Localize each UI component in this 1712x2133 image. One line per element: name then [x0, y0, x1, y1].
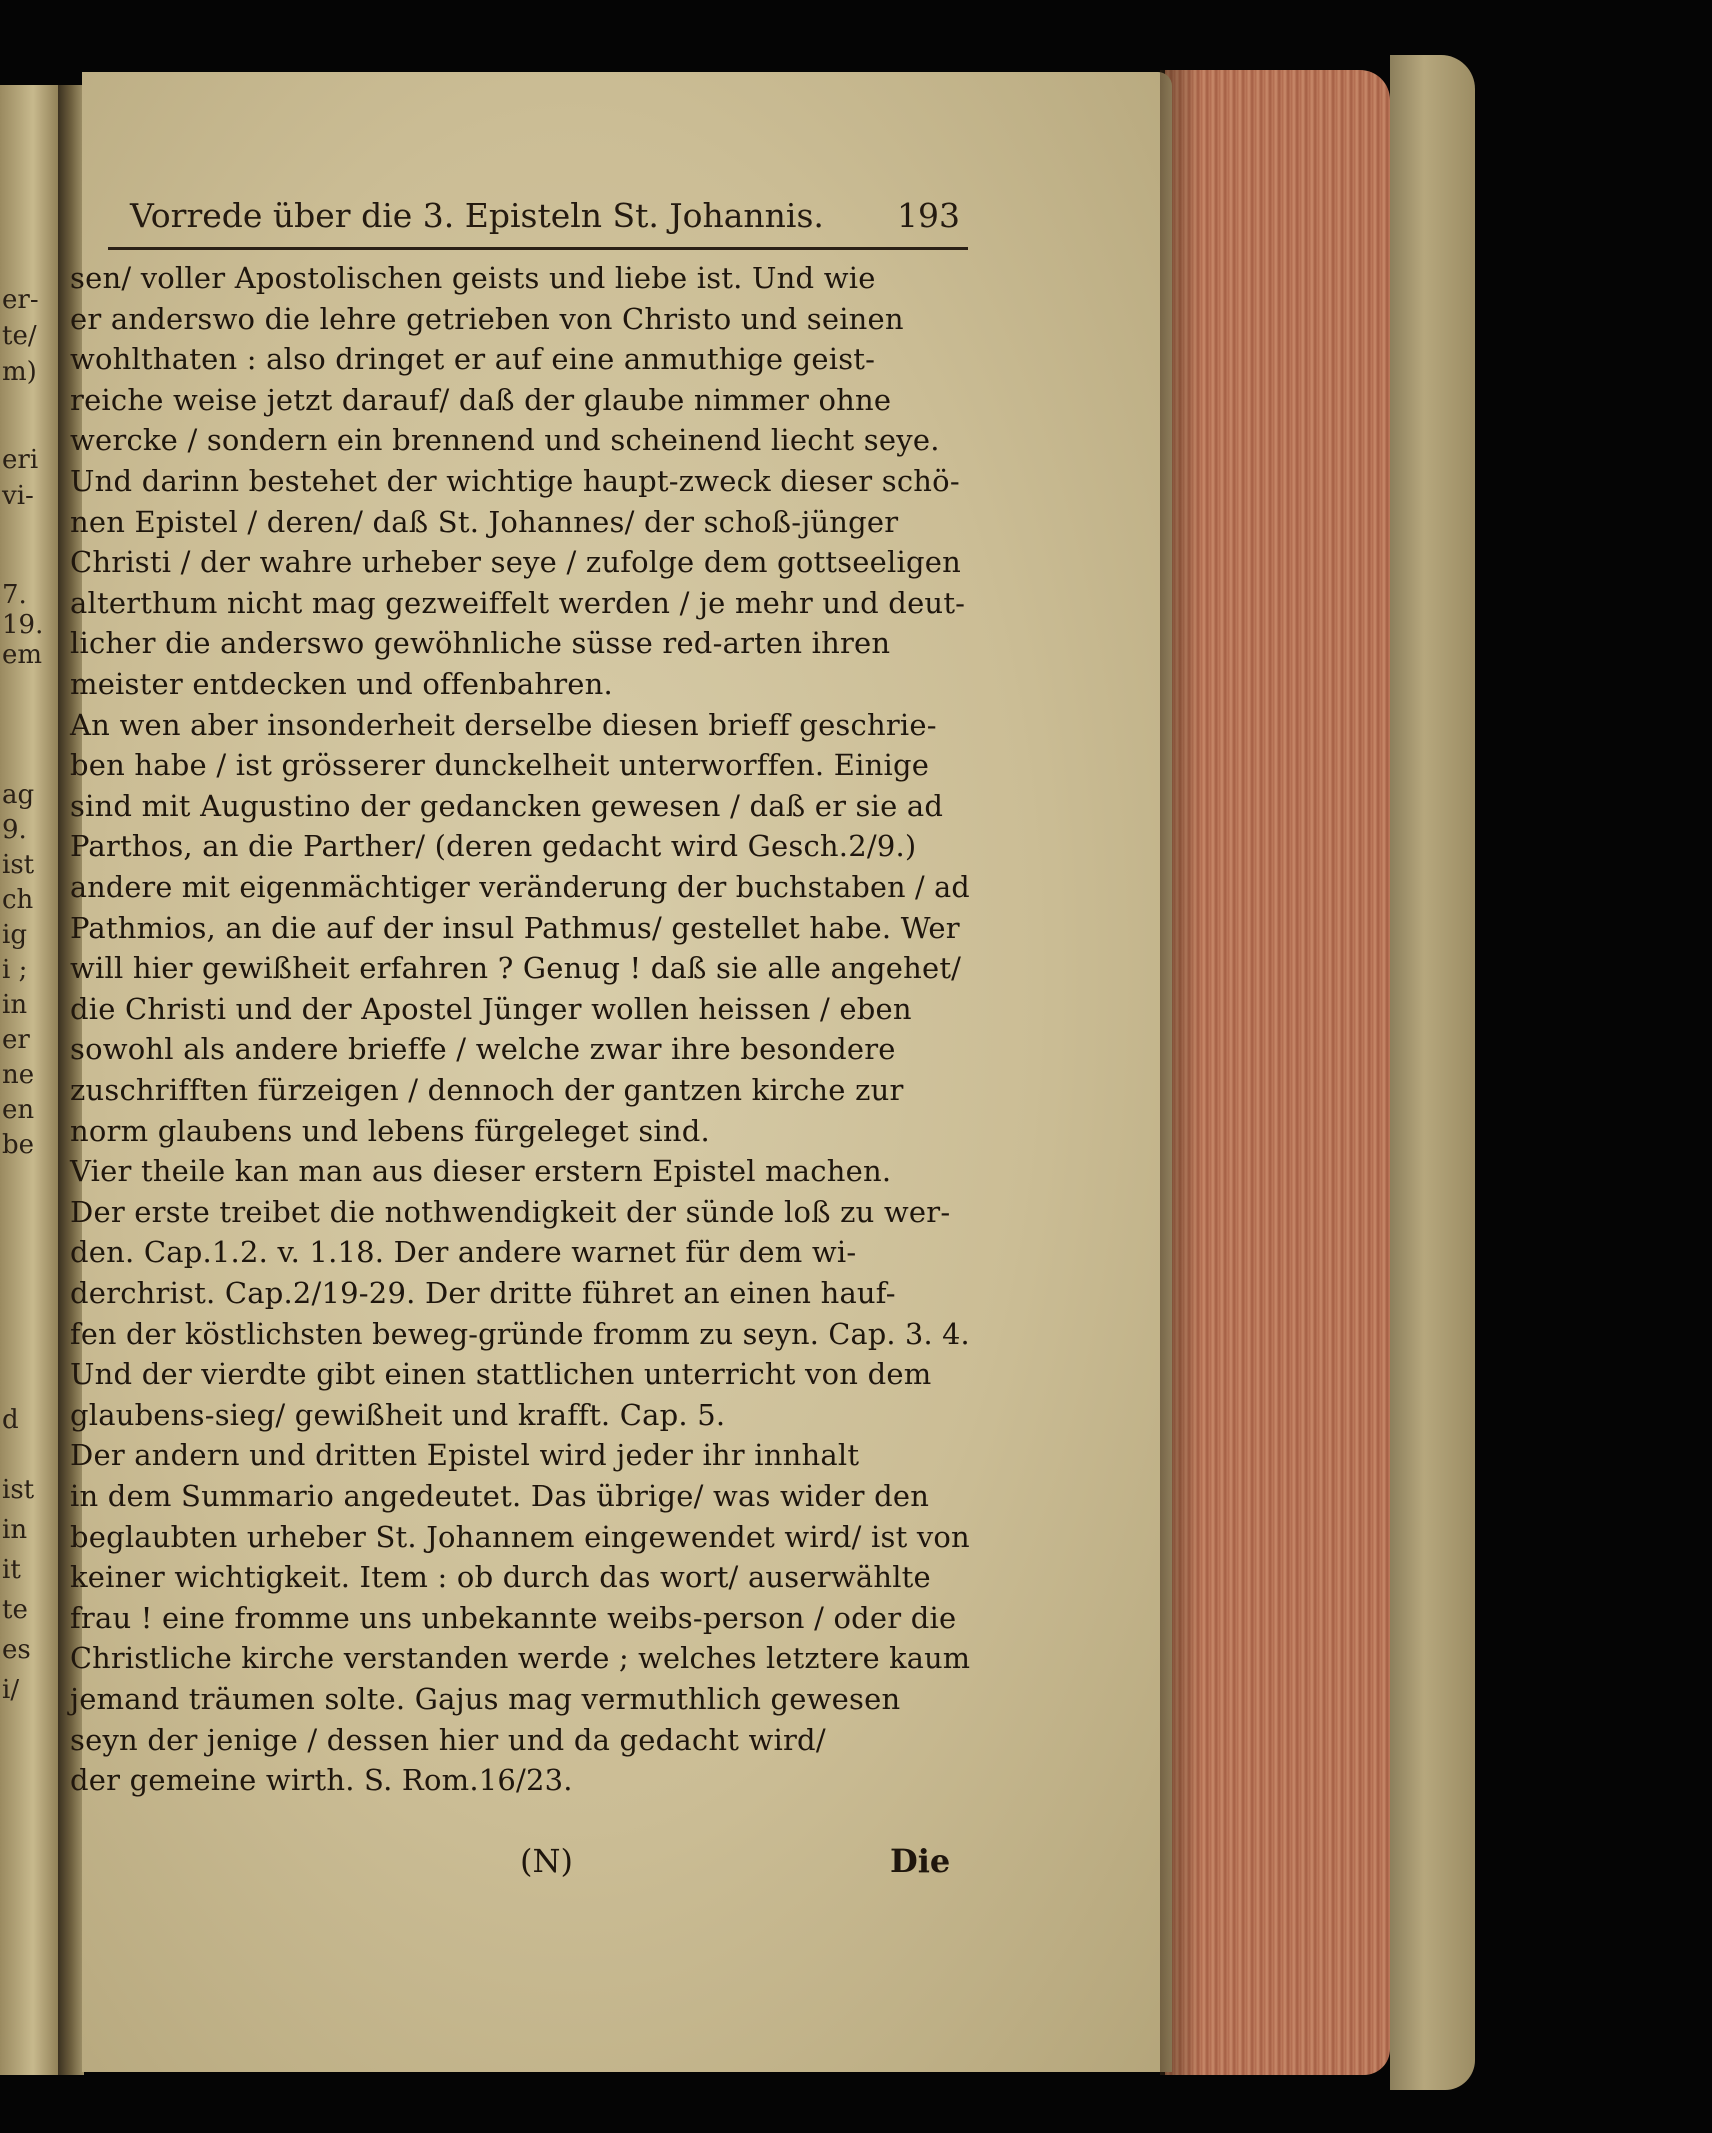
- text-line: die Christi und der Apostel Jünger wollen heissen / eben: [70, 992, 912, 1026]
- fragment: te: [2, 1595, 28, 1625]
- text-line: Der andern und dritten Epistel wird jeder ihr innhalt: [70, 1438, 860, 1472]
- signature-mark: (N): [520, 1842, 573, 1880]
- text-line: wercke / sondern ein brennend und scheinend liecht seye.: [70, 423, 940, 457]
- header-rule: [108, 247, 968, 250]
- text-line: seyn der jenige / dessen hier und da gedacht wird/: [70, 1723, 826, 1757]
- page-shadow: [1160, 70, 1200, 2075]
- text-line: An wen aber insonderheit derselbe diesen brieff geschrie-: [70, 708, 937, 742]
- text-line: sowohl als andere brieffe / welche zwar ihre besondere: [70, 1032, 896, 1066]
- text-line: licher die anderswo gewöhnliche süsse red-arten ihren: [70, 626, 891, 660]
- text-line: zuschrifften fürzeigen / dennoch der gantzen kirche zur: [70, 1073, 904, 1107]
- text-line: in dem Summario angedeutet. Das übrige/ was wider den: [70, 1479, 930, 1513]
- text-line: andere mit eigenmächtiger veränderung der buchstaben / ad: [70, 870, 970, 904]
- fragment: ne: [2, 1060, 35, 1090]
- text-line: jemand träumen solte. Gajus mag vermuthlich gewesen: [70, 1682, 901, 1716]
- fragment: es: [2, 1635, 31, 1665]
- text-line: nen Epistel / deren/ daß St. Johannes/ der schoß-jünger: [70, 505, 899, 539]
- fragment: te/: [2, 321, 37, 351]
- fragment: er-: [2, 285, 39, 315]
- fragment: vi-: [2, 481, 34, 511]
- fragment: en: [2, 1095, 35, 1125]
- text-line: wohlthaten : also dringet er auf eine anmuthige geist-: [70, 342, 876, 376]
- fragment: m): [2, 357, 37, 387]
- text-line: sen/ voller Apostolischen geists und liebe ist. Und wie: [70, 261, 876, 295]
- fragment: 7.: [2, 580, 27, 610]
- text-line: glaubens-sieg/ gewißheit und krafft. Cap. 5.: [70, 1398, 726, 1432]
- book-cover-edge: [1390, 55, 1475, 2090]
- fragment: in: [2, 990, 28, 1020]
- text-line: er anderswo die lehre getrieben von Christo und seinen: [70, 302, 904, 336]
- text-line: den. Cap.1.2. v. 1.18. Der andere warnet für dem wi-: [70, 1235, 857, 1269]
- fragment: er: [2, 1025, 30, 1055]
- text-line: Der erste treibet die nothwendigkeit der sünde loß zu wer-: [70, 1195, 951, 1229]
- text-line: der gemeine wirth. S. Rom.16/23.: [70, 1763, 573, 1797]
- text-line: reiche weise jetzt darauf/ daß der glaube nimmer ohne: [70, 383, 892, 417]
- text-line: beglaubten urheber St. Johannem eingewendet wird/ ist von: [70, 1520, 970, 1554]
- fragment: 9.: [2, 815, 27, 845]
- text-line: sind mit Augustino der gedancken gewesen / daß er sie ad: [70, 789, 944, 823]
- fragment: i/: [2, 1675, 20, 1705]
- fragment: em: [2, 640, 43, 670]
- text-line: Christi / der wahre urheber seye / zufolge dem gottseeligen: [70, 545, 961, 579]
- text-line: meister entdecken und offenbahren.: [70, 667, 613, 701]
- text-line: will hier gewißheit erfahren ? Genug ! daß sie alle angehet/: [70, 951, 962, 985]
- text-line: Christliche kirche verstanden werde ; welches letztere kaum: [70, 1641, 971, 1675]
- text-line: ben habe / ist grösserer dunckelheit unterworffen. Einige: [70, 748, 930, 782]
- fragment: eri: [2, 445, 39, 475]
- fragment: 19.: [2, 610, 44, 640]
- text-line: Vier theile kan man aus dieser erstern Epistel machen.: [70, 1154, 892, 1188]
- left-page-edge: [0, 85, 60, 2075]
- fragment: ig: [2, 920, 27, 950]
- text-line: norm glaubens und lebens fürgeleget sind.: [70, 1114, 710, 1148]
- text-line: Und der vierdte gibt einen stattlichen unterricht von dem: [70, 1357, 932, 1391]
- fragment: ist: [2, 1475, 35, 1505]
- fragment: ch: [2, 885, 34, 915]
- running-head: [130, 196, 970, 244]
- fragment: it: [2, 1555, 21, 1585]
- text-line: Pathmios, an die auf der insul Pathmus/ gestellet habe. Wer: [70, 911, 960, 945]
- text-line: Parthos, an die Parther/ (deren gedacht wird Gesch.2/9.): [70, 829, 917, 863]
- text-line: Und darinn bestehet der wichtige haupt-zweck dieser schö-: [70, 464, 960, 498]
- fragment: i ;: [2, 955, 28, 985]
- fragment: d: [2, 1405, 19, 1435]
- text-line: derchrist. Cap.2/19-29. Der dritte führet an einen hauf-: [70, 1276, 896, 1310]
- text-line: keiner wichtigkeit. Item : ob durch das wort/ auserwählte: [70, 1560, 931, 1594]
- fragment: in: [2, 1515, 28, 1545]
- fragment: be: [2, 1130, 35, 1160]
- catchword: Die: [890, 1842, 951, 1880]
- text-line: fen der köstlichsten beweg-gründe fromm zu seyn. Cap. 3. 4.: [70, 1317, 970, 1351]
- running-head-title: Vorrede über die 3. Episteln St. Johannis.: [130, 196, 824, 235]
- text-line: alterthum nicht mag gezweiffelt werden / je mehr und deut-: [70, 586, 966, 620]
- fragment: ag: [2, 780, 35, 810]
- fragment: ist: [2, 850, 35, 880]
- page-number: 193: [897, 196, 960, 235]
- text-line: frau ! eine fromme uns unbekannte weibs-person / oder die: [70, 1601, 957, 1635]
